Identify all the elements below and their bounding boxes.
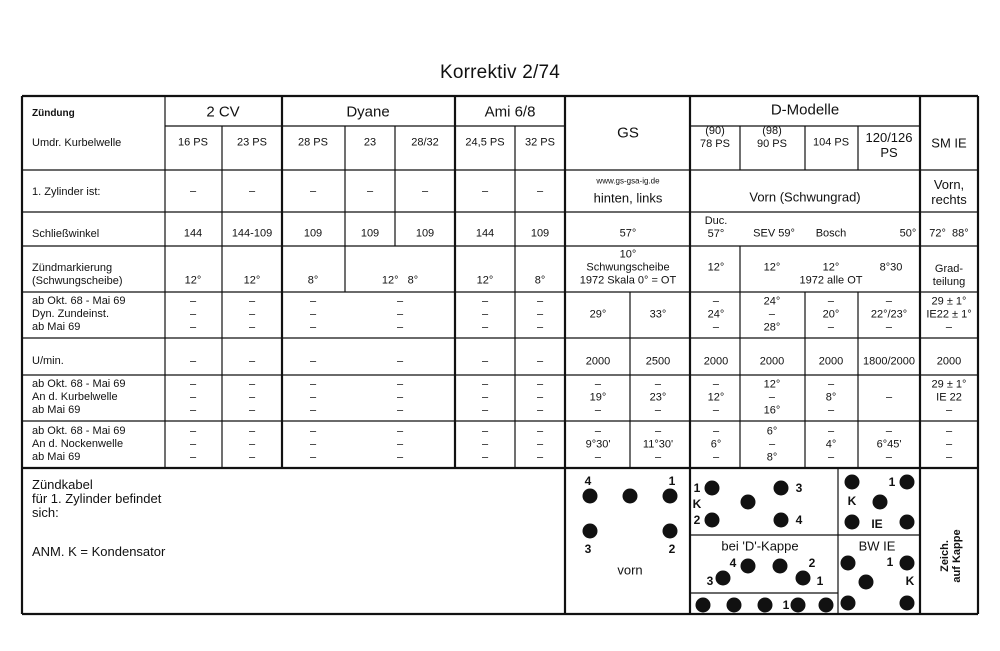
- cell: Grad- teilung: [932, 263, 966, 288]
- header-umdr: Umdr. Kurbelwelle: [32, 137, 122, 149]
- cell: 12°: [707, 261, 725, 274]
- cell: 24° – 28°: [763, 295, 781, 334]
- cell: –: [885, 391, 893, 404]
- cell: 144: [183, 227, 203, 240]
- d-connector-dot: [705, 481, 720, 496]
- cell: 2000: [759, 355, 785, 368]
- group-ami: Ami 6/8: [484, 103, 536, 121]
- d-connector-dot: [774, 513, 789, 528]
- cell: – 24° –: [707, 295, 725, 334]
- row-connector-dot: [791, 598, 806, 613]
- cell: – – –: [536, 425, 544, 464]
- bw-connector-dot: [900, 596, 915, 611]
- cell: 6° – 8°: [766, 425, 778, 464]
- bw-connector-dot: [841, 596, 856, 611]
- cell: Vorn (Schwungrad): [749, 189, 861, 205]
- cell: – 11°30' –: [642, 425, 674, 464]
- d-cyl-label: 3: [795, 481, 803, 495]
- bw-connector-dot: [859, 575, 874, 590]
- cell: 2000: [818, 355, 844, 368]
- cell: 144-109: [231, 227, 273, 240]
- cell: –: [309, 355, 317, 368]
- page-title: Korrektiv 2/74: [439, 62, 561, 83]
- group-d-modelle: D-Modelle: [770, 101, 840, 119]
- gs-vorn-label: vorn: [617, 562, 643, 578]
- cell: – – –: [309, 295, 317, 334]
- cell: – 6°45' –: [876, 425, 902, 464]
- zeich-kappe-label: Zeich. auf Kappe: [939, 529, 963, 583]
- cell: 1972 alle OT: [799, 274, 863, 287]
- gs-connector-dot: [663, 489, 678, 504]
- cell: 72° 88°: [929, 227, 969, 240]
- cell: 2000: [703, 355, 729, 368]
- cell: – 6° –: [710, 425, 722, 464]
- cell: – – –: [248, 295, 256, 334]
- kappe-connector-dot: [741, 559, 756, 574]
- model-23: 23: [363, 136, 377, 149]
- cell: Duc. 57°: [704, 215, 728, 240]
- cell: 12°: [476, 274, 494, 287]
- cell: – – –: [309, 425, 317, 464]
- cell: 57°: [619, 227, 637, 240]
- cell: 2000: [585, 355, 611, 368]
- cell: – 22°/23° –: [870, 295, 908, 334]
- model-90ps: (98) 90 PS: [757, 125, 787, 150]
- model-28ps: 28 PS: [298, 136, 328, 149]
- cell: – 4° –: [825, 425, 837, 464]
- kappe-connector-dot: [773, 559, 788, 574]
- cell: 29°: [589, 308, 607, 321]
- model-120ps: 120/126 PS: [865, 130, 913, 160]
- cell: 33°: [649, 308, 667, 321]
- cell: 12°: [763, 261, 781, 274]
- row-zylinder-label: 1. Zylinder ist:: [32, 186, 101, 198]
- model-16ps: 16 PS: [178, 136, 208, 149]
- cell: 8°: [307, 274, 319, 287]
- cell: 29 ± 1° IE 22 –: [931, 378, 967, 417]
- row-schliess-label: Schließwinkel: [32, 228, 100, 240]
- cell: – – –: [945, 425, 953, 464]
- d-cyl-label: 1: [693, 481, 701, 495]
- cell: –: [189, 355, 197, 368]
- cell: –: [309, 185, 317, 198]
- kappe-cyl-label: 4: [729, 556, 737, 570]
- d-connector-dot: [741, 495, 756, 510]
- gs-connector-dot: [583, 489, 598, 504]
- bw-cyl-label: 1: [886, 555, 894, 569]
- model-23ps: 23 PS: [237, 136, 267, 149]
- gs-cyl-label: 3: [584, 542, 592, 556]
- group-sm-ie: SM IE: [931, 135, 967, 151]
- row-kurbel-label: ab Okt. 68 - Mai 69 An d. Kurbelwelle ab Mai 69: [32, 378, 126, 416]
- bw-connector-dot: [900, 556, 915, 571]
- d-kappe-label: bei 'D'-Kappe: [721, 538, 799, 554]
- kappe-cyl-label: 3: [706, 574, 714, 588]
- row-connector-dot: [758, 598, 773, 613]
- cell: – – –: [481, 425, 489, 464]
- cell: 29 ± 1° IE22 ± 1° –: [926, 295, 972, 334]
- cell: –: [366, 185, 374, 198]
- gs-cyl-label: 2: [668, 542, 676, 556]
- d-connector-dot: [774, 481, 789, 496]
- cell: –: [421, 185, 429, 198]
- cell: 12°: [822, 261, 840, 274]
- row-cyl-label: 1: [782, 598, 790, 612]
- cell: Vorn, rechts: [931, 177, 967, 207]
- group-2cv: 2 CV: [206, 103, 240, 121]
- model-28-32: 28/32: [411, 136, 439, 149]
- d-cyl-label: 2: [693, 513, 701, 527]
- cell: 109: [415, 227, 435, 240]
- row-nocken-label: ab Okt. 68 - Mai 69 An d. Nockenwelle ab Mai 69: [32, 425, 126, 463]
- cell: –: [396, 355, 404, 368]
- gs-connector-dot: [623, 489, 638, 504]
- cell: 10° Schwungscheibe 1972 Skala 0° = OT: [579, 248, 677, 287]
- cell: 1800/2000: [863, 355, 915, 368]
- anm-note: ANM. K = Kondensator: [32, 544, 166, 559]
- group-dyane: Dyane: [346, 103, 390, 121]
- cell: – – –: [481, 295, 489, 334]
- kappe-cyl-label: 1: [816, 574, 824, 588]
- gs-cyl-label: 4: [584, 474, 592, 488]
- cell: – – –: [309, 378, 317, 417]
- d-cyl-label: 4: [795, 513, 803, 527]
- cell: –: [189, 185, 197, 198]
- cell: – – –: [248, 378, 256, 417]
- bw-cyl-label: K: [905, 574, 915, 588]
- sm-connector-dot: [900, 515, 915, 530]
- cell: 12°: [184, 274, 202, 287]
- gs-cyl-label: 1: [668, 474, 676, 488]
- cell: – – –: [396, 378, 404, 417]
- cell: 12° 8°: [381, 274, 419, 287]
- cell: 12°: [243, 274, 261, 287]
- cell: – – –: [396, 425, 404, 464]
- row-dyn-label: ab Okt. 68 - Mai 69 Dyn. Zundeinst. ab Mai 69: [32, 295, 126, 333]
- row-connector-dot: [696, 598, 711, 613]
- cell: SEV 59°: [753, 227, 795, 240]
- cell: 50°: [899, 227, 917, 240]
- cell: – 9°30' –: [585, 425, 611, 464]
- cell: – – –: [536, 295, 544, 334]
- sm-cyl-label: 1: [888, 475, 896, 489]
- cell: – – –: [189, 295, 197, 334]
- website-watermark: www.gs-gsa-ig.de: [596, 176, 660, 186]
- cell: 12° – 16°: [763, 378, 781, 417]
- model-78ps: (90) 78 PS: [700, 125, 730, 150]
- cell: – 8° –: [825, 378, 837, 417]
- bwie-label: BW IE: [858, 538, 896, 554]
- group-gs: GS: [617, 124, 639, 142]
- sm-cyl-label: K: [847, 494, 857, 508]
- sm-connector-dot: [845, 475, 860, 490]
- sm-connector-dot: [900, 475, 915, 490]
- cell: – – –: [481, 378, 489, 417]
- d-cyl-label: K: [692, 497, 702, 511]
- cell: hinten, links: [593, 190, 663, 206]
- model-32ps: 32 PS: [525, 136, 555, 149]
- cell: –: [481, 185, 489, 198]
- cell: – – –: [396, 295, 404, 334]
- cell: –: [536, 185, 544, 198]
- cell: 109: [303, 227, 323, 240]
- row-connector-dot: [727, 598, 742, 613]
- cell: – 23° –: [649, 378, 667, 417]
- row-umin-label: U/min.: [32, 355, 64, 367]
- model-24-5ps: 24,5 PS: [465, 136, 505, 149]
- cell: Bosch: [815, 227, 847, 240]
- bw-connector-dot: [841, 556, 856, 571]
- row-zuendmark-label: Zündmarkierung (Schwungscheibe): [32, 262, 123, 287]
- cell: 2000: [936, 355, 962, 368]
- d-connector-dot: [705, 513, 720, 528]
- kappe-connector-dot: [796, 571, 811, 586]
- row-connector-dot: [819, 598, 834, 613]
- cell: – – –: [248, 425, 256, 464]
- cell: 2500: [645, 355, 671, 368]
- cell: – – –: [189, 425, 197, 464]
- cell: 8°30: [879, 261, 903, 274]
- gs-connector-dot: [663, 524, 678, 539]
- cell: – 20° –: [822, 295, 840, 334]
- kappe-connector-dot: [716, 571, 731, 586]
- cell: –: [536, 355, 544, 368]
- zuendkabel-note: Zündkabel für 1. Zylinder befindet sich:: [32, 477, 162, 520]
- cell: – 19° –: [589, 378, 607, 417]
- sm-connector-dot: [873, 495, 888, 510]
- cell: 109: [360, 227, 380, 240]
- cell: –: [248, 185, 256, 198]
- cell: – 12° –: [707, 378, 725, 417]
- cell: 8°: [534, 274, 546, 287]
- cell: 109: [530, 227, 550, 240]
- sm-cyl-label: IE: [871, 517, 883, 531]
- kappe-cyl-label: 2: [808, 556, 816, 570]
- cell: – – –: [536, 378, 544, 417]
- cell: 144: [475, 227, 495, 240]
- cell: – – –: [189, 378, 197, 417]
- sm-connector-dot: [845, 515, 860, 530]
- header-zuendung: Zündung: [32, 108, 75, 119]
- cell: –: [248, 355, 256, 368]
- model-104ps: 104 PS: [812, 136, 850, 149]
- gs-connector-dot: [583, 524, 598, 539]
- cell: –: [481, 355, 489, 368]
